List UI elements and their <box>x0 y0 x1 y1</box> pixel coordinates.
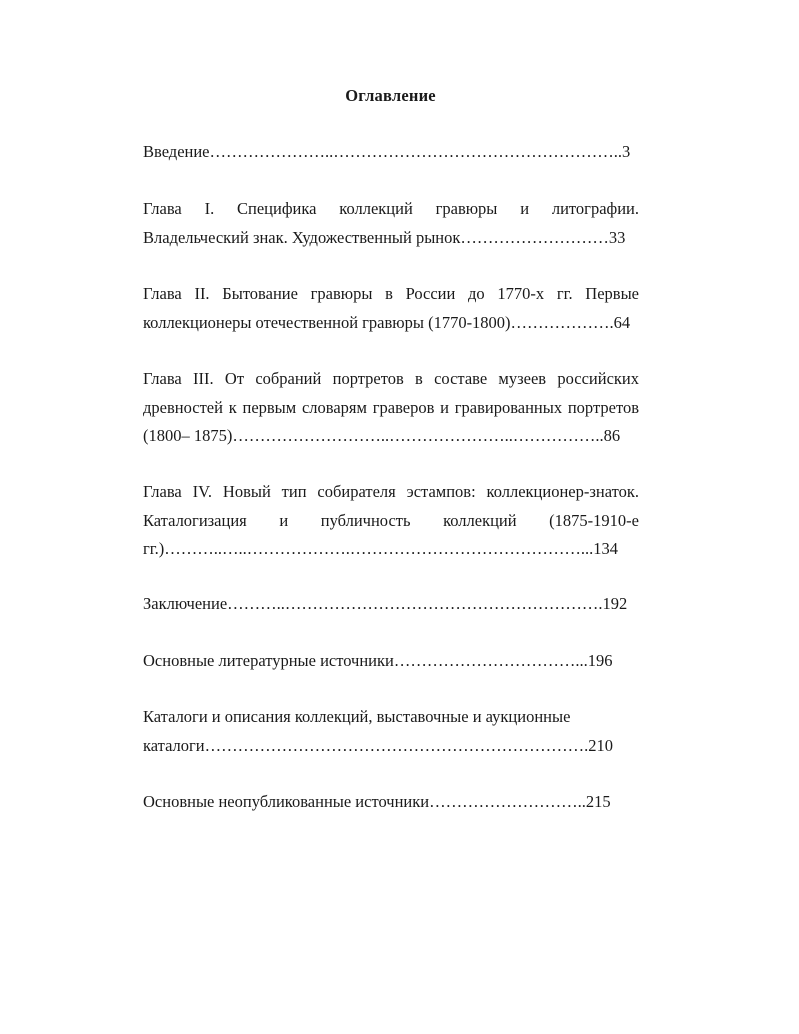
toc-line: Глава I. Специфика коллекций гравюры и литографии. <box>143 199 639 218</box>
toc-entry-chapter-4[interactable] <box>143 478 639 564</box>
toc-entry-chapter-2[interactable] <box>143 280 639 337</box>
toc-line: Глава IV. Новый тип собирателя эстампов: коллекционер-знаток. <box>143 482 639 501</box>
toc-line: (1800– 1875)………………………..…………………..……………..86 <box>143 426 621 445</box>
toc-line: древностей к первым словарям граверов и гравированных портретов <box>143 397 639 417</box>
toc-entry-unpublished-sources[interactable] <box>143 788 639 817</box>
toc-line: Каталогизация и публичность коллекций (1875-1910-е <box>143 510 639 530</box>
toc-entry-chapter-1[interactable] <box>143 195 639 252</box>
toc-line: Заключение………..………………………………………………….192 <box>143 594 628 613</box>
toc-entry-introduction[interactable] <box>143 138 639 167</box>
toc-line: Владельческий знак. Художественный рынок………………………33 <box>143 227 626 247</box>
toc-line: каталоги…………………………………………………………….210 <box>143 735 614 755</box>
toc-entry-literature-sources[interactable] <box>143 647 639 676</box>
toc-entry-catalogues[interactable] <box>143 703 639 760</box>
toc-line: Основные неопубликованные источники………………………..215 <box>143 792 611 811</box>
toc-line: Глава III. От собраний портретов в составе музеев российских <box>143 369 639 388</box>
toc-line: Введение…………………..……………………………………………..3 <box>143 142 631 161</box>
toc-line: Каталоги и описания коллекций, выставочные и аукционные <box>143 707 571 726</box>
page-title: Оглавление <box>345 86 436 105</box>
toc-line: коллекционеры отечественной гравюры (1770-1800)……………….64 <box>143 312 631 332</box>
toc-entry-chapter-3[interactable] <box>143 365 639 451</box>
toc-entry-conclusion[interactable] <box>143 590 639 619</box>
toc-line: Основные литературные источники……………………………...196 <box>143 651 613 670</box>
toc-line: гг.)………..…..……………….……………………………………...134 <box>143 539 619 558</box>
toc-line: Глава II. Бытование гравюры в России до 1770-х гг. Первые <box>143 284 639 303</box>
